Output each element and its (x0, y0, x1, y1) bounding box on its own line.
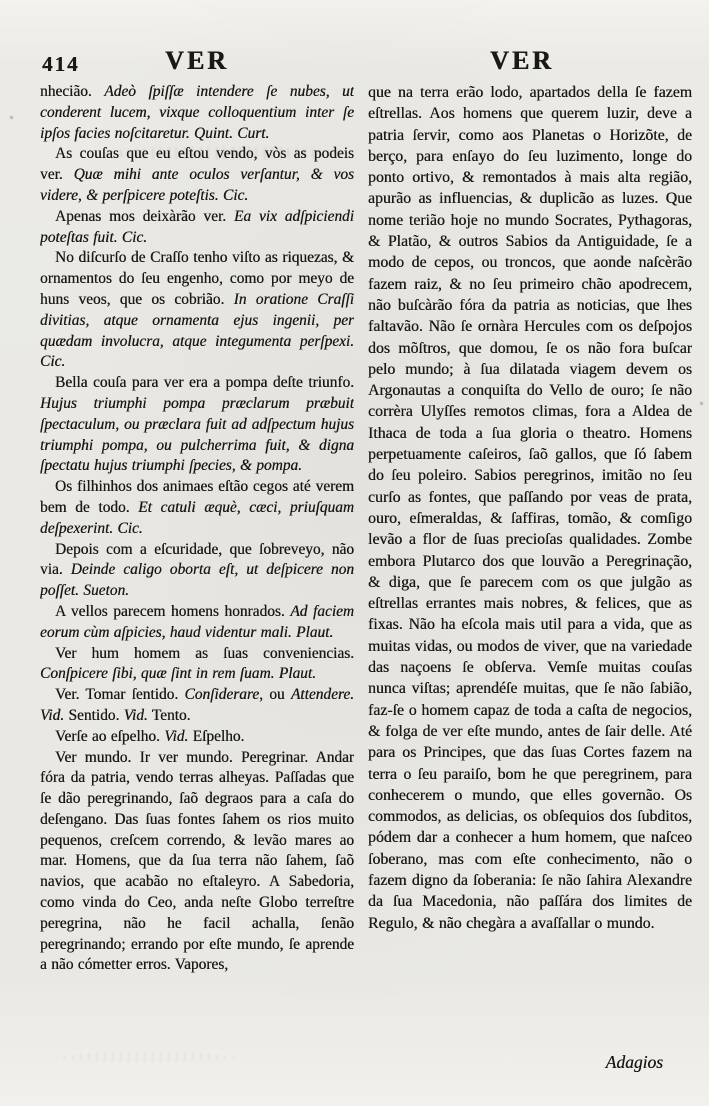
scan-speckle-artifact (10, 116, 13, 119)
paragraph (40, 644, 354, 686)
paragraph (40, 727, 354, 748)
text-segment: Verſe ao eſpelho. (55, 727, 165, 745)
paragraph (40, 540, 354, 602)
paragraph (40, 373, 354, 477)
page-number: 414 (42, 52, 80, 76)
text-segment: Depois com a eſcuridade, que ſobreveyo, não via. (40, 540, 354, 579)
text-segment: Ver hum homem as ſuas conveniencias. (55, 644, 354, 662)
latin-quote-segment: Et catuli æquè, cæci, priuſquam deſpexerint. Cic. (40, 498, 354, 537)
running-head-left: VER (165, 46, 229, 75)
latin-quote-segment: Deinde caligo oborta eſt, ut deſpicere non poſſet. Sueton. (40, 561, 354, 600)
paragraph (40, 477, 354, 539)
text-segment: Os filhinhos dos animaes eſtão cegos até verem bem de todo. (40, 478, 354, 516)
text-segment: Sentido. (64, 706, 124, 724)
paragraph (40, 144, 354, 206)
paragraph (368, 82, 692, 934)
text-segment: As couſas que eu eſtou vendo, vòs as podeis ver. (40, 145, 354, 184)
text-segment: A vellos parecem homens honrados. (55, 602, 291, 620)
text-segment: que na terra erão lodo, apartados della ſe fazem eſtrellas. Aos homens que querem luzir, deve a patria ſervir, como aos Planetas o Horizõte, de berço, para enſayo do ſeu luzimento, longe do ponto ortivo, & remontados à mais alta região, apurão as influencias, & duplicão as luzes. Que nome terião hoje no mundo Socrates, Pythagoras, & Platão, & outros Sabios da Antiguidade, ſe a modo de cepos, ou troncos, que aonde naſcèrão fazem raiz, & no ſeu primeiro chão apodrecem, não buſcàrão fóra da patria as noticias, que lhes faltavão. Não ſe ornàra Hercules com os deſpojos dos mõſtros, que domou, ſe os não fora buſcar pelo mundo; à ſua dilatada viagem devem os Argonautas a conquiſta do Vello de ouro; ſe não corrèra Ulyſſes remotos climas, fora a Aldea de Ithaca de toda a ſua gloria o theatro. Homens perpetuamente caſeiros, ſaõ gallos, que ſó ſabem do ſeu poleiro. Sabios peregrinos, imitão no ſeu curſo as fontes, que paſſando por veas de prata, ouro, eſmeraldas, & ſaffiras, tomão, & comſigo levão a flor de ſuas precioſas qualidades. Zombe embora Plutarco dos que louvão a Peregrinação, & diga, que ſe parecem com os que julgão as eſtrellas errantes mais nobres, & felices, que as fixas. Não ha eſcola mais util para a vida, que as muitas vidas, ou modos de viver, que na variedade das naçoens ſe obſerva. Vemſe muitas couſas nunca viſtas; aprendéſe muitas, que ſe não ſabião, faz-ſe o homem capaz de toda a caſta de negocios, & folga de ver eſte mundo, antes de ſair delle. Até para os Principes, que das ſuas Cortes fazem na terra o ſeu paraiſo, bom he que peregrinem, para conhecerem o mundo, que elles governão. Os commodos, as delicias, os obſequios dos ſubditos, pódem dar a conhecer a hum homem, que naſceo ſoberano, mas com eſte conhecimento, não o fazem digno da ſoberania: ſe não ſahira Alexandre da ſua Macedonia, não paſſára dos limites de Regulo, & não chegàra a avaſſallar o mundo. (368, 84, 692, 932)
paragraph (40, 602, 354, 644)
scan-speckle-artifact (700, 402, 703, 405)
latin-quote-segment: In oratione Craſſi divitias, atque ornamenta ejus ingenii, per quædam involucra, atque integumenta perſpexi. Cic. (40, 290, 354, 371)
text-segment: Tento. (147, 706, 191, 724)
text-column-right (368, 82, 692, 1062)
text-segment: Bella couſa para ver era a pompa deſte triunfo. (55, 374, 354, 392)
latin-quote-segment: Vid. (164, 727, 189, 745)
text-segment: Eſpelho. (188, 727, 245, 745)
paragraph (40, 685, 354, 727)
latin-quote-segment: Vid. (123, 706, 148, 724)
latin-quote-segment: Conſiderare (184, 686, 260, 704)
latin-quote-segment: Ad faciem eorum cùm aſpicies, haud videntur mali. Plaut. (40, 602, 354, 641)
text-column-left (40, 82, 354, 1060)
text-segment: , ou (259, 686, 291, 704)
latin-quote-segment: Adeò ſpiſſæ intendere ſe nubes, ut conderent lucem, vixque colloquentium inter ſe ipſos facies noſcitaretur. Quint. Curt. (40, 83, 354, 142)
paragraph (40, 748, 354, 977)
text-segment: nhecião. (40, 83, 105, 100)
latin-quote-segment: Quæ mihi ante oculos verſantur, & vos videre, & perſpicere poteſtis. Cic. (40, 166, 354, 204)
latin-quote-segment: Ea vix adſpiciendi poteſtas fuit. Cic. (40, 207, 354, 246)
paragraph (40, 248, 354, 373)
paragraph (40, 82, 354, 144)
latin-quote-segment: Attendere. Vid. (40, 686, 354, 724)
running-head-right: VER (490, 46, 554, 75)
latin-quote-segment: Conſpicere ſibi, quæ ſint in rem ſuam. Plaut. (40, 665, 316, 683)
text-segment: Ver. Tomar ſentido. (55, 686, 185, 704)
text-segment: No diſcurſo de Craſſo tenho viſto as riquezas, & ornamentos do ſeu engenho, como por meyo de huns veos, que os cobrião. (40, 249, 354, 308)
paragraph (40, 207, 354, 249)
text-segment: Apenas mos deixàrão ver. (55, 207, 234, 225)
catchword: Adagios (605, 1052, 663, 1072)
latin-quote-segment: Hujus triumphi pompa præclarum præbuit ſpectaculum, ou præclara fuit ad adſpectum hujus triumphi pompa, ou pulcherrima fuit, & digna ſpectatu hujus triumphi ſpecies, & pompa. (40, 394, 354, 475)
text-segment: Ver mundo. Ir ver mundo. Peregrinar. Andar fóra da patria, vendo terras alheyas. Paſſadas que ſe dão peregrinando, ſaõ degraos para a caſa do deſengano. Das ſuas fontes ſahem os rios muito pequenos, creſcem correndo, & levão mares ao mar. Homens, que da ſua terra não ſahem, ſaõ navios, que acabão no eſtaleyro. A Sabedoria, como vinda do Ceo, anda neſte Globo terreſtre peregrina, não he facil achalla, ſenão peregrinando; errando por eſte mundo, ſe aprende a não cómetter erros. Vapores, (40, 748, 354, 974)
